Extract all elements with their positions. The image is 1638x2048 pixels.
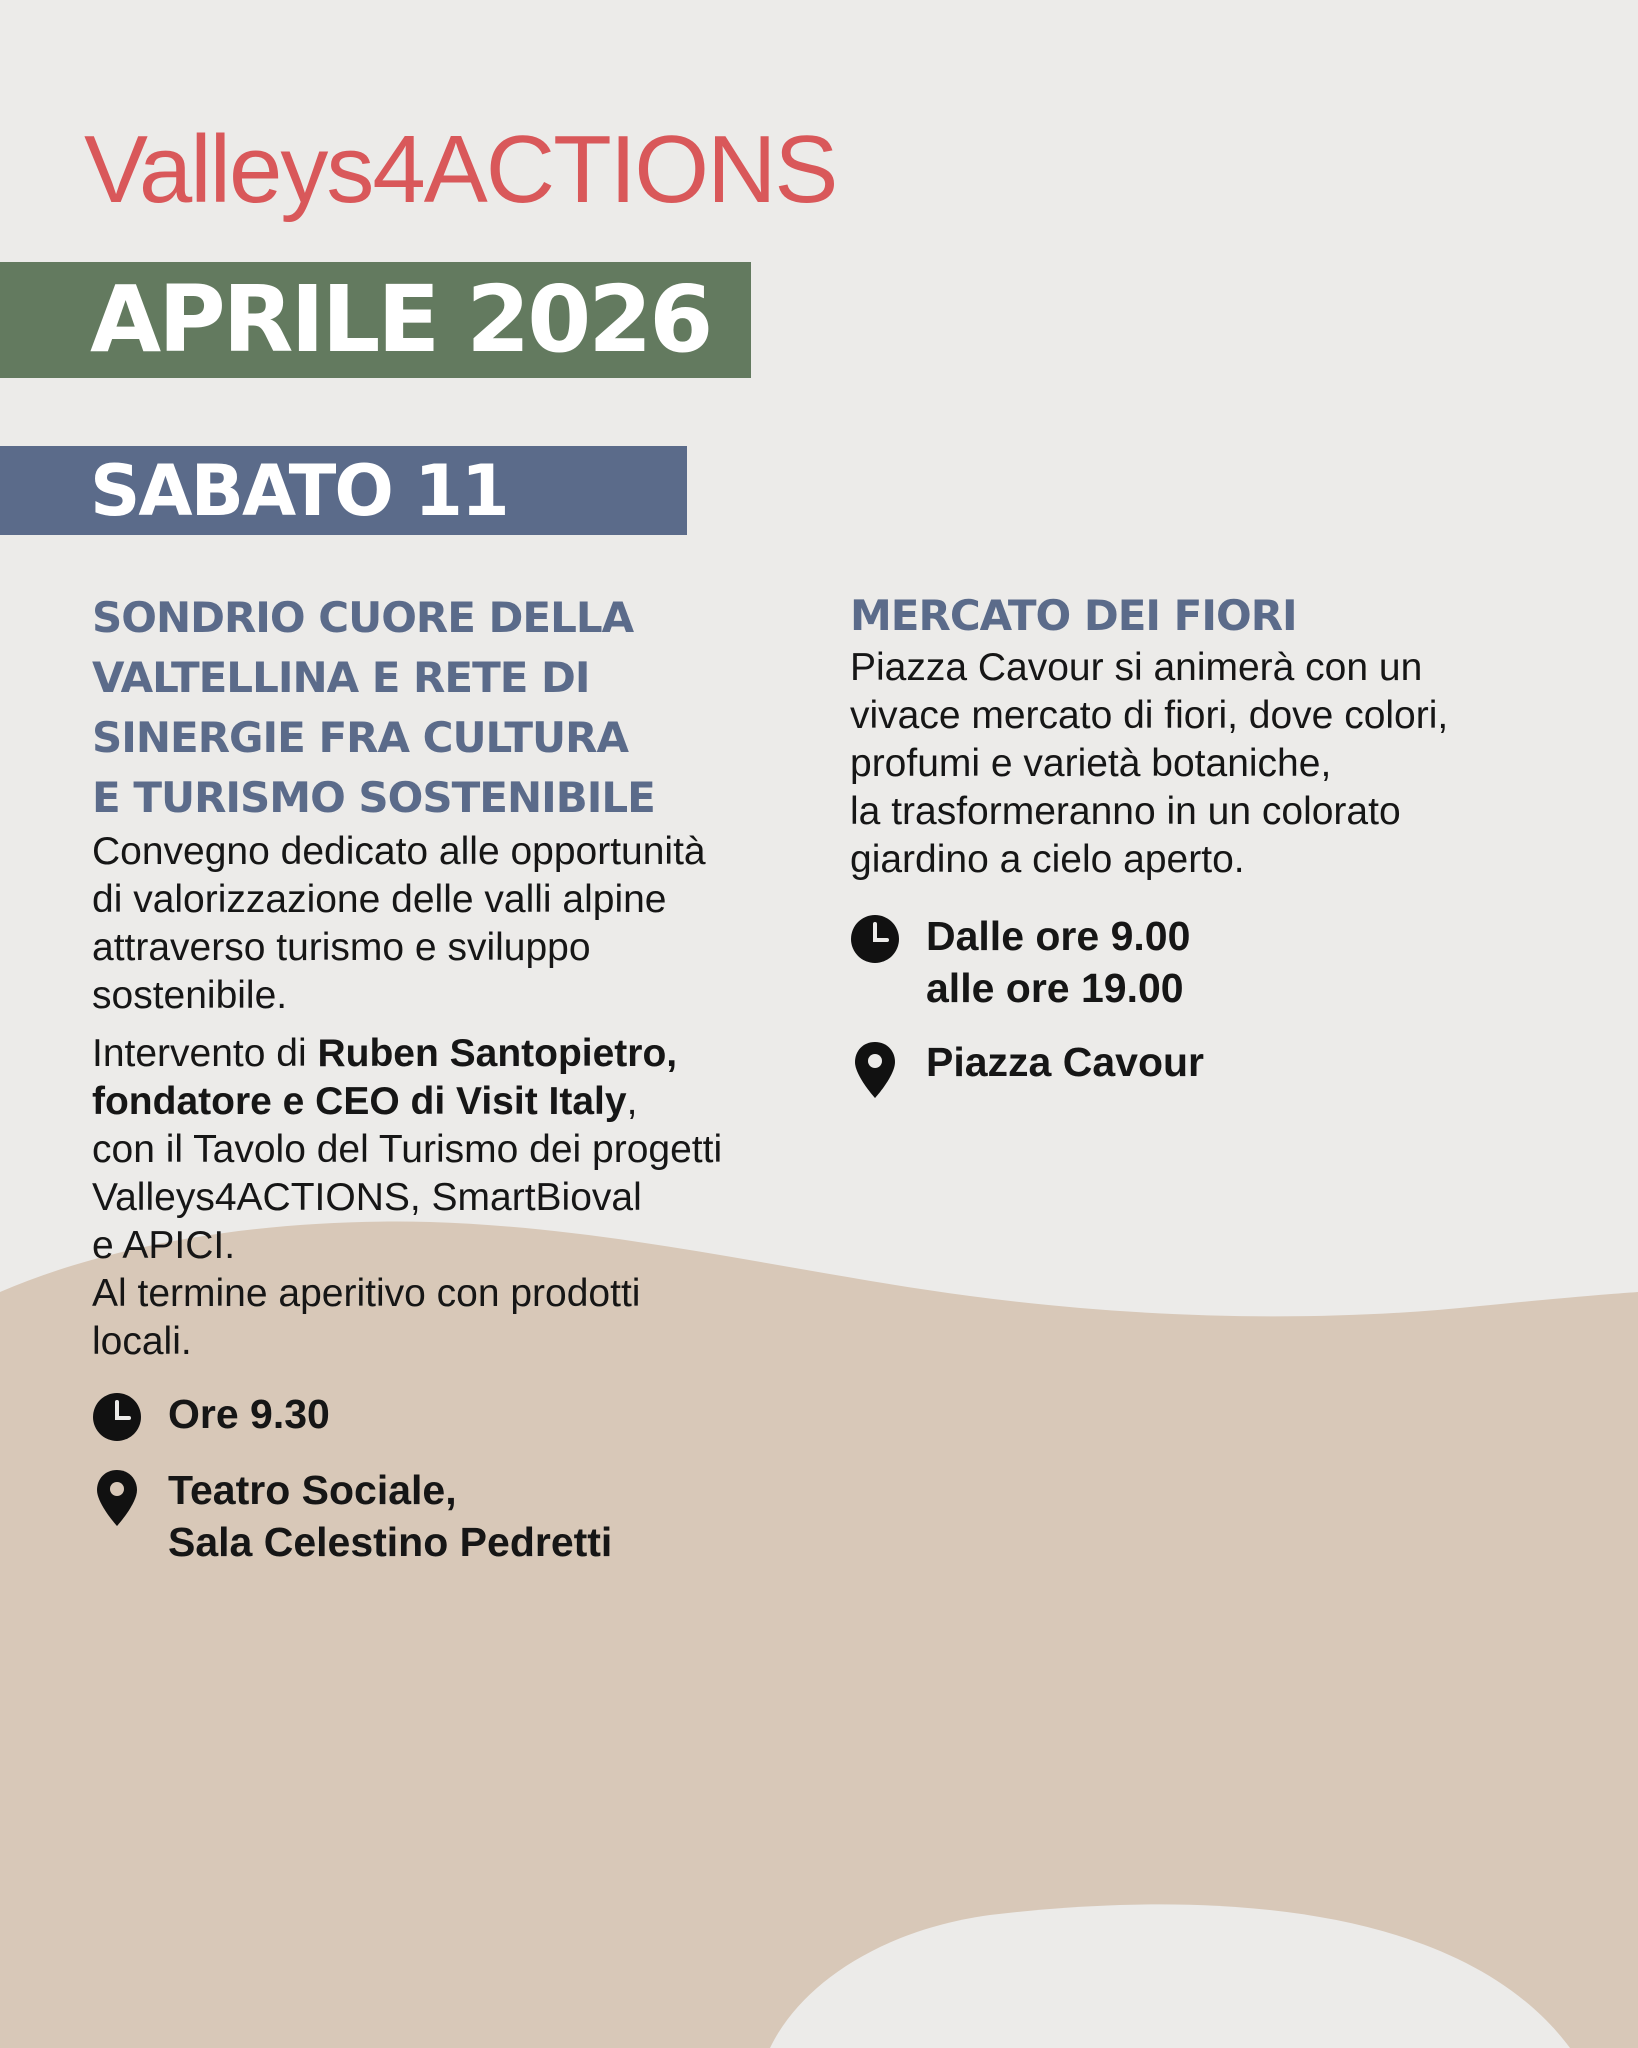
map-pin-icon xyxy=(850,1040,900,1100)
day-label: SABATO 11 xyxy=(90,449,508,532)
intervention-line: e APICI. xyxy=(92,1224,236,1267)
intervention-prefix: Intervento di xyxy=(92,1032,318,1075)
event-title xyxy=(92,588,812,828)
time-line: Dalle ore 9.00 xyxy=(926,913,1191,959)
intervention-line: locali. xyxy=(92,1320,192,1363)
intervention-line: Valleys4ACTIONS, SmartBioval xyxy=(92,1176,642,1219)
clock-icon xyxy=(850,914,900,964)
intervention-comma: , xyxy=(626,1080,638,1123)
description-line: sostenibile. xyxy=(92,974,288,1017)
speaker-name: Ruben Santopietro, xyxy=(317,1032,678,1075)
event-title-line: VALTELLINA E RETE DI xyxy=(92,653,590,702)
intervention-line xyxy=(92,1078,812,1126)
time-line: alle ore 19.00 xyxy=(926,965,1184,1011)
speaker-role: fondatore e CEO di Visit Italy xyxy=(92,1080,627,1123)
event-description xyxy=(850,644,1570,884)
description-line: la trasformeranno in un colorato xyxy=(850,790,1401,833)
event-time xyxy=(92,1388,812,1442)
place-line: Teatro Sociale, xyxy=(168,1467,457,1513)
event-title: MERCATO DEI FIORI xyxy=(850,591,1297,640)
intervention-line: con il Tavolo del Turismo dei progetti xyxy=(92,1128,723,1171)
month-label: APRILE 2026 xyxy=(90,266,711,373)
month-banner xyxy=(0,262,751,378)
place-label: Piazza Cavour xyxy=(926,1039,1204,1085)
description-line: giardino a cielo aperto. xyxy=(850,838,1245,881)
event-place xyxy=(850,1036,1570,1100)
event-time xyxy=(850,910,1570,1014)
intervention-line: Al termine aperitivo con prodotti xyxy=(92,1272,641,1315)
event-title-line: E TURISMO SOSTENIBILE xyxy=(92,773,655,822)
brand-title: Valleys4ACTIONS xyxy=(84,116,837,223)
event-title-line: SINERGIE FRA CULTURA xyxy=(92,713,628,762)
event-right xyxy=(850,588,1570,1100)
map-pin-icon xyxy=(92,1468,142,1528)
event-title-line: SONDRIO CUORE DELLA xyxy=(92,593,634,642)
place-line: Sala Celestino Pedretti xyxy=(168,1519,613,1565)
description-line: profumi e varietà botaniche, xyxy=(850,742,1332,785)
description-line: Piazza Cavour si animerà con un xyxy=(850,646,1423,689)
event-place xyxy=(92,1464,812,1568)
description-line: Convegno dedicato alle opportunità xyxy=(92,830,706,873)
event-intervention xyxy=(92,1030,812,1366)
time-label: Ore 9.30 xyxy=(168,1391,330,1437)
event-left xyxy=(92,588,812,1568)
description-line: vivace mercato di fiori, dove colori, xyxy=(850,694,1449,737)
event-description xyxy=(92,828,812,1020)
description-line: attraverso turismo e sviluppo xyxy=(92,926,591,969)
description-line: di valorizzazione delle valli alpine xyxy=(92,878,667,921)
intervention-line xyxy=(92,1030,812,1078)
clock-icon xyxy=(92,1392,142,1442)
day-banner xyxy=(0,446,687,535)
